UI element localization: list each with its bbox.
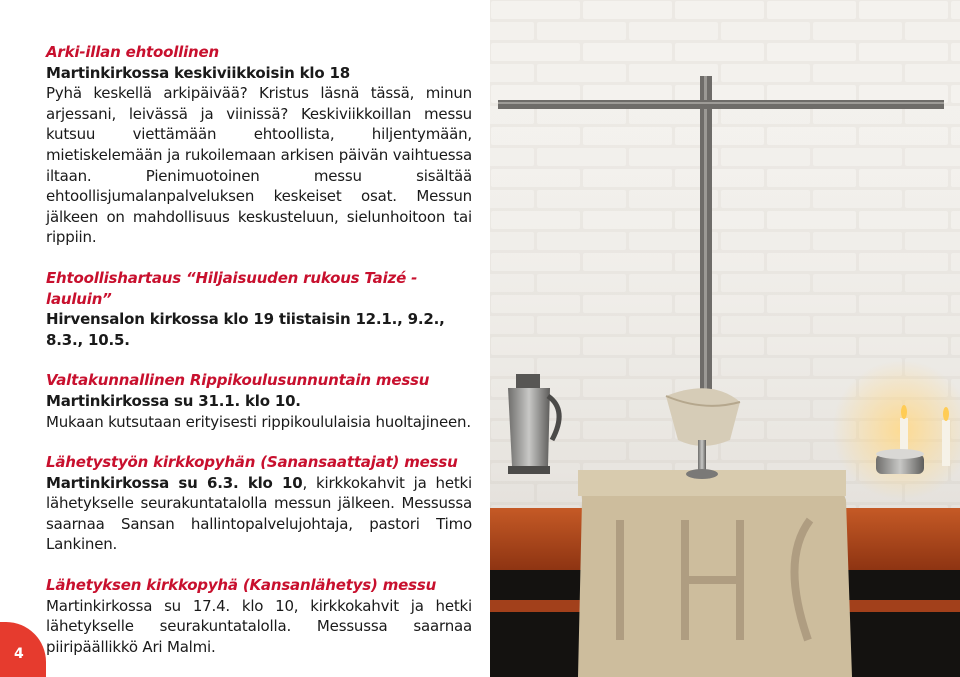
- section-subtitle: Martinkirkossa keskiviikkoisin klo 18: [46, 63, 350, 82]
- section-subtitle: Hirvensalon kirkossa klo 19 tiistaisin 12.1., 9.2., 8.3., 10.5.: [46, 310, 445, 349]
- section-body: [46, 473, 472, 555]
- section-body: Martinkirkossa su 17.4. klo 10, kirkkokahvit ja hetki lähetykselle seurakuntatalolla. Messussa saarnaa piiripäällikkö Ari Malmi.: [46, 596, 472, 656]
- page-number: 4: [14, 646, 24, 662]
- section-title: Ehtoollishartaus “Hiljaisuuden rukous Taizé -lauluin”: [46, 268, 418, 308]
- section-subtitle: Martinkirkossa su 6.3. klo 10: [46, 473, 303, 492]
- section-title: Lähetystyön kirkkopyhän (Sanansaattajat) messu: [46, 453, 458, 472]
- section-title: Valtakunnallinen Rippikoulusunnuntain messu: [46, 371, 430, 390]
- altar-cloth: [578, 470, 852, 677]
- section-body: Mukaan kutsutaan erityisesti rippikoululaisia huoltajineen.: [46, 412, 471, 431]
- altar-illustration: [490, 0, 960, 677]
- section-rippikoulusunnuntai: [46, 370, 472, 432]
- section-title: Arki-illan ehtoollinen: [46, 43, 219, 61]
- section-lahetystyon-kirkkopyha: [46, 452, 472, 555]
- section-body: Pyhä keskellä arkipäivää? Kristus läsnä tässä, minun arjessani, leivässä ja viinissä? Keskiviikkoillan messu kutsuu viettämään ehtoollista, hiljentymään, mietiskelemään ja rukoilemaan arkisen päivän vaihtuessa iltaan. Pienimuotoinen messu sisältää ehtoollisjumalanpalveluksen keskeiset osat. Messun jälkeen on mahdollisuus keskusteluun, sielunhoitoon tai rippiin.: [46, 84, 472, 247]
- section-ehtoollishartaus: [46, 268, 472, 350]
- section-arki-illan-ehtoollinen: [46, 42, 472, 248]
- page-number-tab: [0, 622, 46, 677]
- section-title: Lähetyksen kirkkopyhä (Kansanlähetys) messu: [46, 576, 437, 595]
- article-column: [46, 42, 472, 677]
- section-body-text: , kirkkokahvit ja hetki lähetykselle seurakuntatalolla messun jälkeen. Messussa saarnaa Sansan hallintopalvelujohtaja, pastori Timo Lankinen.: [46, 473, 473, 554]
- section-subtitle: Martinkirkossa su 31.1. klo 10.: [46, 391, 301, 410]
- section-lahetyksen-kirkkopyha: [46, 575, 472, 657]
- altar-cross-photo: [490, 0, 960, 677]
